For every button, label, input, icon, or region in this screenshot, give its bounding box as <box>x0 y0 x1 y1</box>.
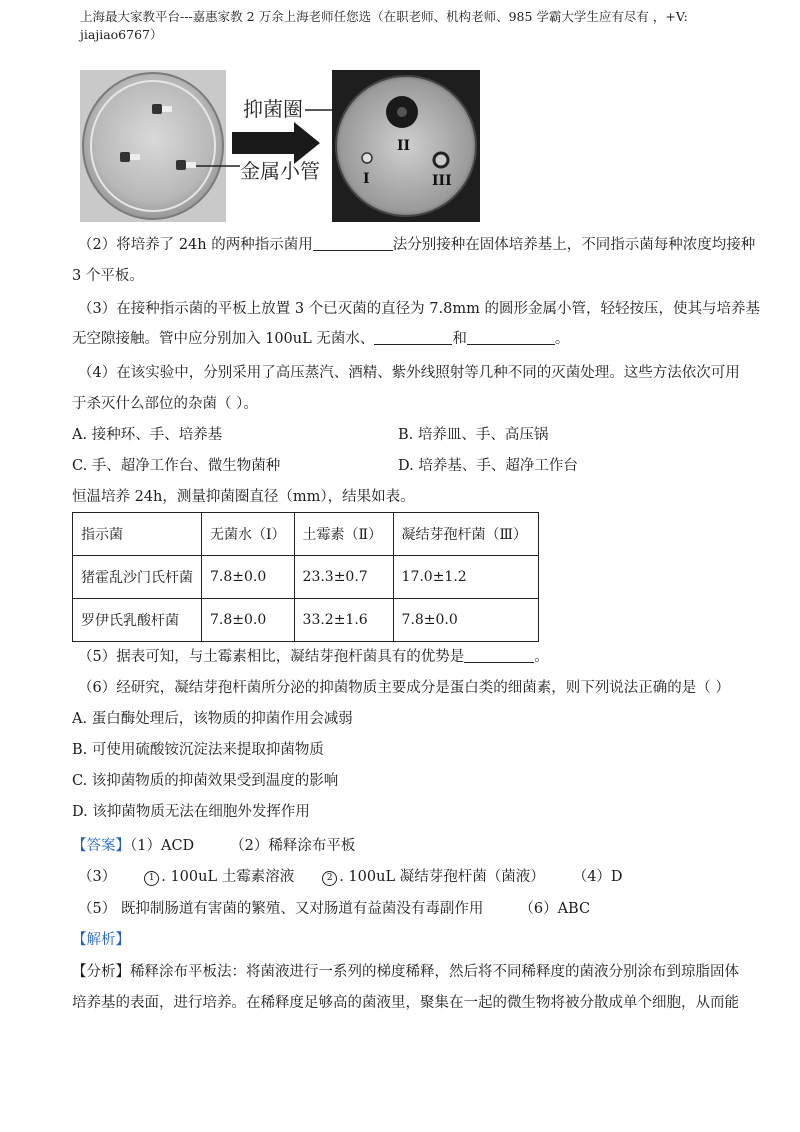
tube-III <box>434 153 448 167</box>
table-cell: 23.3±0.7 <box>294 556 393 599</box>
q4-option-d[interactable]: D. 培养基、手、超净工作台 <box>398 458 578 474</box>
table-cell: 7.8±0.0 <box>202 599 295 642</box>
answer-line-1: 【答案】（1）ACD （2）稀释涂布平板 <box>72 838 356 854</box>
table-cell: 7.8±0.0 <box>202 556 295 599</box>
question-2-line-2: 3 个平板。 <box>72 268 144 284</box>
left-dish <box>83 73 223 219</box>
label-metal-tube: 金属小管 <box>240 159 320 183</box>
question-4-line-1: （4）在该实验中，分别采用了高压蒸汽、酒精、紫外线照射等几种不同的灭菌处理。这些方法依次可用 <box>78 365 740 381</box>
q6-option-d[interactable]: D. 该抑菌物质无法在细胞外发挥作用 <box>72 804 310 820</box>
answer-blank[interactable] <box>467 330 555 345</box>
petri-dish-figure <box>80 70 640 222</box>
answer-blank[interactable] <box>464 648 534 663</box>
svg-text:I: I <box>363 171 370 187</box>
q4-option-a[interactable]: A. 接种环、手、培养基 <box>72 427 223 443</box>
answer-line-3: （5） 既抑制肠道有害菌的繁殖、又对肠道有益菌没有毒副作用 （6）ABC <box>78 901 591 917</box>
question-4-line-2: 于杀灭什么部位的杂菌（ ）。 <box>72 396 258 412</box>
table-cell: 猪霍乱沙门氏杆菌 <box>73 556 202 599</box>
table-cell: 17.0±1.2 <box>393 556 538 599</box>
q6-option-b[interactable]: B. 可使用硫酸铵沉淀法来提取抑菌物质 <box>72 742 324 758</box>
svg-text:III: III <box>432 173 452 189</box>
table-header-cell: 土霉素（Ⅱ） <box>294 513 393 556</box>
question-6: （6）经研究，凝结芽孢杆菌所分泌的抑菌物质主要成分是蛋白类的细菌素，则下列说法正确的是（ ） <box>78 680 730 696</box>
answer-blank[interactable] <box>313 236 393 251</box>
question-3-line-1: （3）在接种指示菌的平板上放置 3 个已灭菌的直径为 7.8mm 的圆形金属小管，轻轻按压，使其与培养基 <box>78 301 760 317</box>
table-header-cell: 凝结芽孢杆菌（Ⅲ） <box>393 513 538 556</box>
table-header-cell: 指示菌 <box>73 513 202 556</box>
page-header: 上海最大家教平台---嘉惠家教 2 万余上海老师任您选（在职老师、机构老师、985 学霸大学生应有尽有 ，+V: jiajiao6767） <box>80 9 688 42</box>
incubation-text: 恒温培养 24h，测量抑菌圈直径（mm），结果如表。 <box>72 489 415 505</box>
answer-blank[interactable] <box>374 330 452 345</box>
table-cell: 33.2±1.6 <box>294 599 393 642</box>
table-header-cell: 无菌水（I） <box>202 513 295 556</box>
table-row <box>73 556 539 599</box>
q4-option-c[interactable]: C. 手、超净工作台、微生物菌种 <box>72 458 281 474</box>
question-3-line-2: 无空隙接触。管中应分别加入 100uL 无菌水、 和 。 <box>72 331 570 347</box>
q4-option-b[interactable]: B. 培养皿、手、高压锅 <box>398 427 549 443</box>
analysis-line-1: 【分析】稀释涂布平板法：将菌液进行一系列的梯度稀释，然后将不同稀释度的菌液分别涂布到琼脂固体 <box>72 964 739 980</box>
analysis-tag: 【解析】 <box>72 932 130 948</box>
right-arrow-icon <box>232 122 320 164</box>
table-row <box>73 599 539 642</box>
q6-option-c[interactable]: C. 该抑菌物质的抑菌效果受到温度的影响 <box>72 773 339 789</box>
svg-text:II: II <box>397 138 411 154</box>
label-inhibition-zone: 抑菌圈 <box>243 97 303 121</box>
table-cell: 7.8±0.0 <box>393 599 538 642</box>
question-5: （5）据表可知，与土霉素相比，凝结芽孢杆菌具有的优势是 。 <box>78 649 549 665</box>
answer-line-2: （3） 1 . 100uL 土霉素溶液 2 . 100uL 凝结芽孢杆菌（菌液） （4）D <box>78 869 623 885</box>
answer-tag: 【答案】 <box>72 838 130 854</box>
question-2-line-1: （2）将培养了 24h 的两种指示菌用 法分别接种在固体培养基上，不同指示菌每种浓度均接种 <box>78 237 756 253</box>
tube-I <box>362 153 372 163</box>
analysis-line-2: 培养基的表面，进行培养。在稀释度足够高的菌液里，聚集在一起的微生物将被分散成单个细胞，从而能 <box>72 995 739 1011</box>
table-cell: 罗伊氏乳酸杆菌 <box>73 599 202 642</box>
results-table <box>72 512 539 642</box>
table-header-row <box>73 513 539 556</box>
q6-option-a[interactable]: A. 蛋白酶处理后，该物质的抑菌作用会减弱 <box>72 711 353 727</box>
